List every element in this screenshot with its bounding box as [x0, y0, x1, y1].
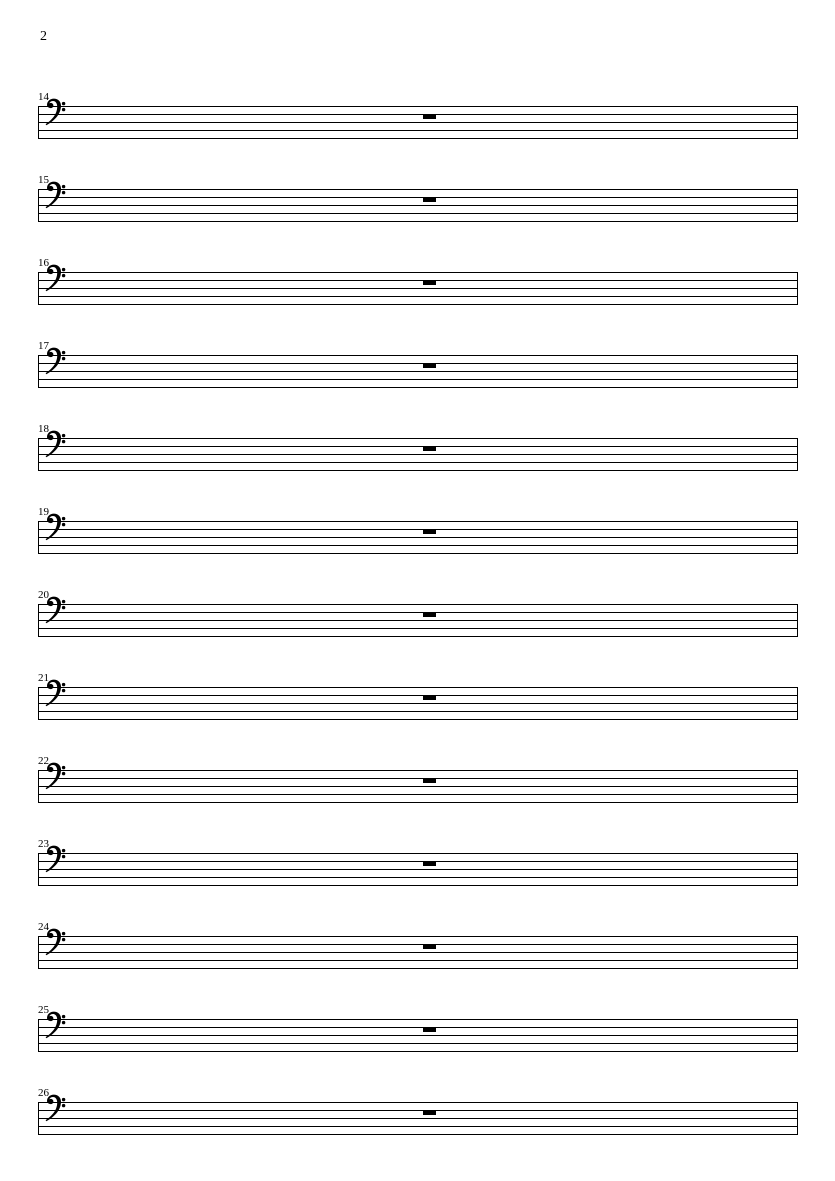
staff-line [38, 363, 798, 364]
staff-line [38, 1019, 798, 1020]
bass-clef-icon[interactable] [42, 511, 68, 545]
bass-clef-icon[interactable] [42, 1009, 68, 1043]
measure-number: 23 [38, 838, 49, 850]
staff-line [38, 687, 798, 688]
staff-line [38, 786, 798, 787]
staff-system[interactable] [38, 258, 798, 304]
staff-line [38, 1118, 798, 1119]
barline-start [38, 770, 39, 803]
barline-end [797, 770, 798, 803]
bass-clef-icon[interactable] [42, 1092, 68, 1126]
measure-number: 25 [38, 1004, 49, 1016]
measure-number: 24 [38, 921, 49, 933]
bass-clef-icon[interactable] [42, 96, 68, 130]
measure-number: 22 [38, 755, 49, 767]
staff-line [38, 695, 798, 696]
whole-rest-icon[interactable] [423, 280, 436, 285]
whole-rest-icon[interactable] [423, 114, 436, 119]
staff[interactable] [38, 853, 798, 886]
staff-line [38, 1102, 798, 1103]
staff-line [38, 778, 798, 779]
staff-line [38, 205, 798, 206]
staff-line [38, 462, 798, 463]
staff-system[interactable] [38, 756, 798, 802]
staff-line [38, 1027, 798, 1028]
bass-clef-icon[interactable] [42, 843, 68, 877]
staff-line [38, 968, 798, 969]
barline-start [38, 521, 39, 554]
staff-line [38, 521, 798, 522]
staff-system[interactable] [38, 507, 798, 553]
measure-number: 16 [38, 257, 49, 269]
whole-rest-icon[interactable] [423, 778, 436, 783]
staff-line [38, 288, 798, 289]
staff-line [38, 438, 798, 439]
staff-line [38, 719, 798, 720]
barline-start [38, 1102, 39, 1135]
barline-start [38, 604, 39, 637]
staff[interactable] [38, 604, 798, 637]
staff-line [38, 1134, 798, 1135]
whole-rest-icon[interactable] [423, 612, 436, 617]
bass-clef-icon[interactable] [42, 428, 68, 462]
staff-line [38, 861, 798, 862]
measure-number: 26 [38, 1087, 49, 1099]
staff-line [38, 1043, 798, 1044]
whole-rest-icon[interactable] [423, 695, 436, 700]
staff[interactable] [38, 1019, 798, 1052]
measure-number: 17 [38, 340, 49, 352]
staff-system[interactable] [38, 922, 798, 968]
staff-line [38, 114, 798, 115]
staff-line [38, 877, 798, 878]
staff-line [38, 636, 798, 637]
staff-system[interactable] [38, 175, 798, 221]
whole-rest-icon[interactable] [423, 197, 436, 202]
measure-number: 18 [38, 423, 49, 435]
staff[interactable] [38, 189, 798, 222]
staff[interactable] [38, 355, 798, 388]
barline-end [797, 853, 798, 886]
staff-line [38, 604, 798, 605]
staff-system[interactable] [38, 1005, 798, 1051]
barline-end [797, 106, 798, 139]
barline-start [38, 106, 39, 139]
measure-number: 20 [38, 589, 49, 601]
bass-clef-icon[interactable] [42, 926, 68, 960]
barline-end [797, 936, 798, 969]
staff[interactable] [38, 687, 798, 720]
staff-line [38, 272, 798, 273]
staff-line [38, 189, 798, 190]
staff-system[interactable] [38, 424, 798, 470]
measure-number: 15 [38, 174, 49, 186]
staff[interactable] [38, 521, 798, 554]
staff-line [38, 770, 798, 771]
staff-line [38, 885, 798, 886]
barline-end [797, 1019, 798, 1052]
staff-line [38, 960, 798, 961]
bass-clef-icon[interactable] [42, 179, 68, 213]
whole-rest-icon[interactable] [423, 861, 436, 866]
staff-line [38, 371, 798, 372]
staff-line [38, 446, 798, 447]
whole-rest-icon[interactable] [423, 529, 436, 534]
staff-system[interactable] [38, 341, 798, 387]
staff-line [38, 1110, 798, 1111]
barline-start [38, 355, 39, 388]
staff-line [38, 213, 798, 214]
staff-line [38, 794, 798, 795]
staff-line [38, 355, 798, 356]
barline-end [797, 189, 798, 222]
barline-end [797, 438, 798, 471]
barline-end [797, 1102, 798, 1135]
staff-line [38, 529, 798, 530]
staff-system[interactable] [38, 1088, 798, 1134]
staff[interactable] [38, 106, 798, 139]
staff[interactable] [38, 1102, 798, 1135]
staff[interactable] [38, 770, 798, 803]
staff-line [38, 130, 798, 131]
staff-line [38, 387, 798, 388]
staff-line [38, 537, 798, 538]
barline-start [38, 189, 39, 222]
staff-system[interactable] [38, 839, 798, 885]
staff[interactable] [38, 936, 798, 969]
whole-rest-icon[interactable] [423, 1027, 436, 1032]
barline-start [38, 272, 39, 305]
staff[interactable] [38, 438, 798, 471]
staff-line [38, 936, 798, 937]
whole-rest-icon[interactable] [423, 363, 436, 368]
staff-line [38, 296, 798, 297]
staff-line [38, 1035, 798, 1036]
staff-line [38, 106, 798, 107]
staff-line [38, 612, 798, 613]
staff-line [38, 703, 798, 704]
staff-line [38, 1126, 798, 1127]
measure-number: 14 [38, 91, 49, 103]
staff-line [38, 952, 798, 953]
barline-end [797, 604, 798, 637]
staff-line [38, 545, 798, 546]
staff-line [38, 280, 798, 281]
whole-rest-icon[interactable] [423, 944, 436, 949]
staff-line [38, 379, 798, 380]
bass-clef-icon[interactable] [42, 677, 68, 711]
barline-start [38, 1019, 39, 1052]
barline-end [797, 521, 798, 554]
staff-line [38, 138, 798, 139]
whole-rest-icon[interactable] [423, 446, 436, 451]
measure-number: 21 [38, 672, 49, 684]
barline-start [38, 687, 39, 720]
barline-start [38, 936, 39, 969]
staff-system[interactable] [38, 590, 798, 636]
staff-line [38, 944, 798, 945]
bass-clef-icon[interactable] [42, 262, 68, 296]
staff-line [38, 620, 798, 621]
measure-number: 19 [38, 506, 49, 518]
staff-line [38, 802, 798, 803]
staff-line [38, 711, 798, 712]
staff-line [38, 454, 798, 455]
staff-line [38, 553, 798, 554]
staff-line [38, 197, 798, 198]
staff-system[interactable] [38, 673, 798, 719]
staff-system[interactable] [38, 92, 798, 138]
staff-line [38, 869, 798, 870]
barline-start [38, 438, 39, 471]
staff-line [38, 221, 798, 222]
staff-line [38, 628, 798, 629]
bass-clef-icon[interactable] [42, 345, 68, 379]
staff-line [38, 304, 798, 305]
staff-line [38, 853, 798, 854]
bass-clef-icon[interactable] [42, 594, 68, 628]
staff-line [38, 122, 798, 123]
staff-line [38, 470, 798, 471]
staff[interactable] [38, 272, 798, 305]
staff-line [38, 1051, 798, 1052]
barline-end [797, 355, 798, 388]
whole-rest-icon[interactable] [423, 1110, 436, 1115]
barline-end [797, 272, 798, 305]
barline-end [797, 687, 798, 720]
barline-start [38, 853, 39, 886]
page-number: 2 [40, 29, 47, 44]
bass-clef-icon[interactable] [42, 760, 68, 794]
